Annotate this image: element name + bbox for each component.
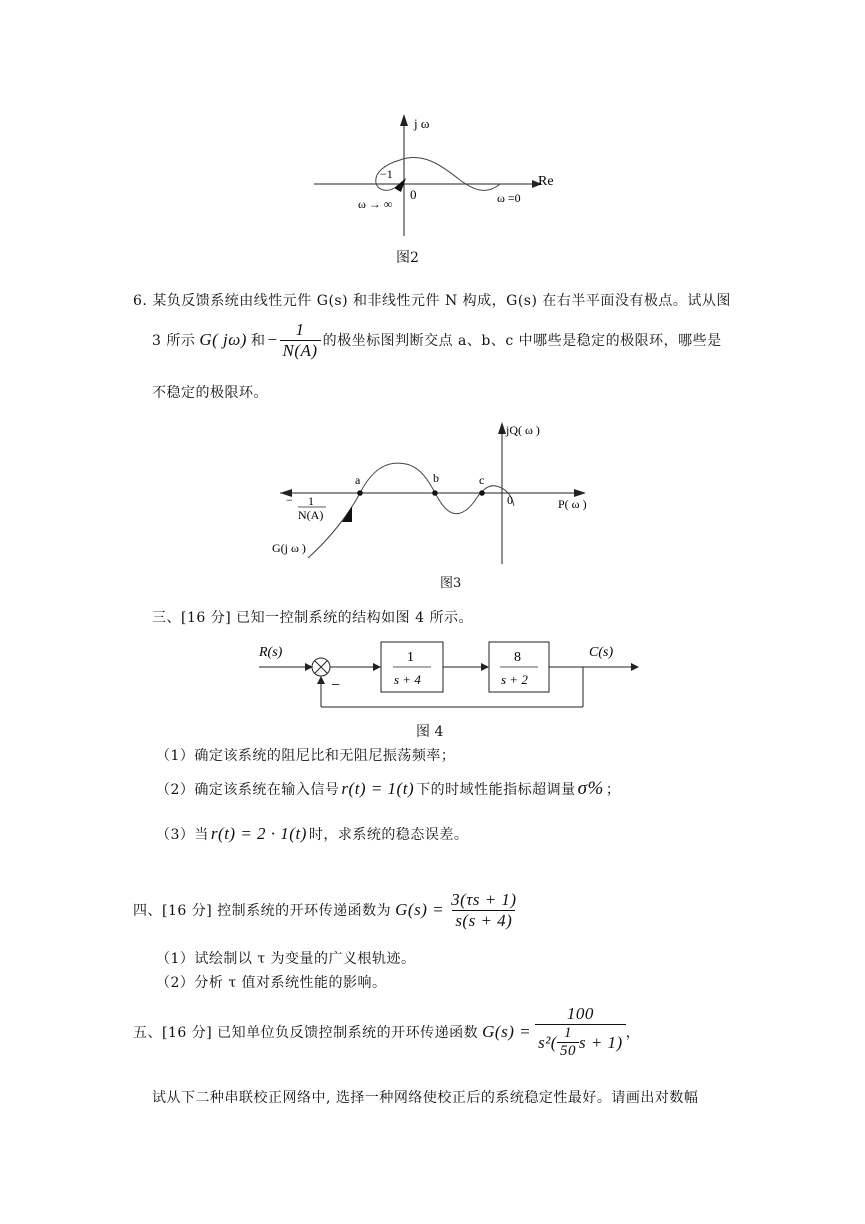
- q6-number: 6.: [133, 293, 148, 309]
- sec3-item3-expr: r(t) = 2 · 1(t): [210, 824, 307, 843]
- imag-axis-arrow: [400, 114, 408, 126]
- sec3-item2-pre: （2）确定该系统在输入信号: [156, 782, 340, 798]
- label-b: b: [433, 471, 439, 485]
- imag-axis-arrow: [498, 422, 506, 434]
- neg-inv-den: N(A): [298, 508, 324, 522]
- sec3-heading: 三、[16 分] 已知一控制系统的结构如图 4 所示。: [152, 610, 473, 626]
- q6-line-1: [133, 290, 731, 310]
- real-axis-arrow: [574, 489, 586, 497]
- neg-inv-dash: −: [286, 493, 293, 507]
- figure-4-caption: 图 4: [416, 724, 444, 740]
- output-arrow: [631, 663, 639, 671]
- sec4-den: s(s + 4): [452, 910, 515, 931]
- point-a: [357, 490, 363, 496]
- q6-line2-post: 的极坐标图判断交点 a、b、c 中哪些是稳定的极限环，哪些是: [322, 333, 722, 350]
- label-a: a: [355, 473, 361, 487]
- sec5-den-pre: s²(: [538, 1032, 557, 1052]
- figure-2: [300, 108, 560, 238]
- sec4-item-2: （2）分析 τ 值对系统性能的影响。: [156, 975, 387, 991]
- minus-one-label: −1: [380, 167, 393, 181]
- b2-num: 8: [514, 650, 521, 665]
- b2-arrow: [481, 663, 489, 671]
- point-c: [479, 490, 485, 496]
- sec5-line-2: 试从下二种串联校正网络中, 选择一种网络使校正后的系统稳定性最好。请画出对数幅: [152, 1090, 699, 1106]
- fb-arrow: [317, 676, 325, 684]
- sec5-inner-den: 50: [557, 1042, 579, 1060]
- sec5-den: [535, 1024, 626, 1061]
- q6-and: 和: [250, 333, 266, 350]
- origin-label: 0: [507, 493, 513, 507]
- q6-minus: −: [267, 330, 278, 350]
- minus-sign: −: [331, 677, 341, 694]
- sec3-item3-pre: （3）当: [156, 827, 209, 843]
- sec5-inner-num: 1: [563, 1024, 572, 1041]
- origin-label: 0: [410, 187, 417, 202]
- b1-den: s + 4: [394, 672, 421, 687]
- sec3-item3-post: 时，求系统的稳态误差。: [308, 827, 469, 843]
- omega-zero-label: ω =0: [497, 191, 521, 205]
- q6-line-2: [152, 320, 722, 360]
- b2-den: s + 2: [501, 672, 528, 687]
- sec5-heading: 五、[16 分] 已知单位负反馈控制系统的开环传递函数: [133, 1025, 479, 1042]
- sec3-item-1: （1）确定该系统的阻尼比和无阻尼振荡频率；: [156, 748, 456, 764]
- sec4-g-lhs: G(s) =: [395, 900, 445, 920]
- sec4-heading: 四、[16 分] 控制系统的开环传递函数为: [133, 903, 392, 920]
- sec5-num: 100: [566, 1004, 594, 1023]
- axis-im-label: j ω: [414, 116, 430, 131]
- figure-3-caption: 图3: [440, 576, 462, 591]
- q6-frac-num: 1: [295, 320, 305, 339]
- sec5-den-post: s + 1): [578, 1032, 623, 1052]
- axis-re-label: P( ω ): [558, 497, 587, 511]
- q6-line-3: 不稳定的极限环。: [152, 385, 268, 401]
- label-c: c: [479, 473, 485, 487]
- figure-2-caption: 图2: [396, 250, 419, 266]
- figure-4: [255, 636, 645, 716]
- sec4-fraction: [448, 890, 520, 930]
- c-label: C(s): [589, 645, 614, 660]
- sec5-inner-frac: [557, 1025, 579, 1061]
- sec5-g-lhs: G(s) =: [482, 1022, 532, 1042]
- r-label: R(s): [259, 645, 283, 660]
- neg-inv-num: 1: [308, 494, 314, 508]
- q6-fraction: [280, 320, 321, 360]
- q6-text-1: 某负反馈系统由线性元件 G(s) 和非线性元件 N 构成，G(s) 在右半平面没有极点。试从图: [152, 293, 731, 309]
- sec4-item-1: （1）试绘制以 τ 为变量的广义根轨迹。: [156, 951, 416, 967]
- sec3-item-3: [156, 824, 468, 844]
- b1-num: 1: [407, 650, 414, 665]
- sec3-item2-end: ；: [605, 782, 621, 798]
- sec3-item2-post: 下的时域性能指标超调量: [416, 782, 576, 798]
- point-b: [432, 490, 438, 496]
- q6-line2-pre: 3 所示: [152, 333, 196, 350]
- sec3-item2-expr: r(t) = 1(t): [341, 779, 415, 798]
- sec3-item2-sigma: σ%: [577, 778, 604, 799]
- sec3-item-2: [156, 778, 620, 800]
- sec5-fraction: [535, 1004, 626, 1060]
- b1-arrow: [373, 663, 381, 671]
- g-label: G(j ω ): [272, 541, 306, 555]
- nyquist-curve: [376, 157, 500, 190]
- sec4-heading-line: [133, 890, 520, 930]
- q6-g-expr: G( jω): [199, 330, 247, 350]
- figure-3: [268, 418, 598, 568]
- q6-frac-den: N(A): [280, 340, 321, 361]
- sec5-heading-line: [133, 1004, 640, 1060]
- sec5-comma: ，: [625, 1025, 641, 1042]
- axis-re-label: Re: [538, 174, 554, 189]
- sec4-num: 3(τs + 1): [451, 890, 517, 909]
- omega-inf-label: ω → ∞: [358, 197, 393, 211]
- axis-im-label: jQ( ω ): [506, 423, 540, 437]
